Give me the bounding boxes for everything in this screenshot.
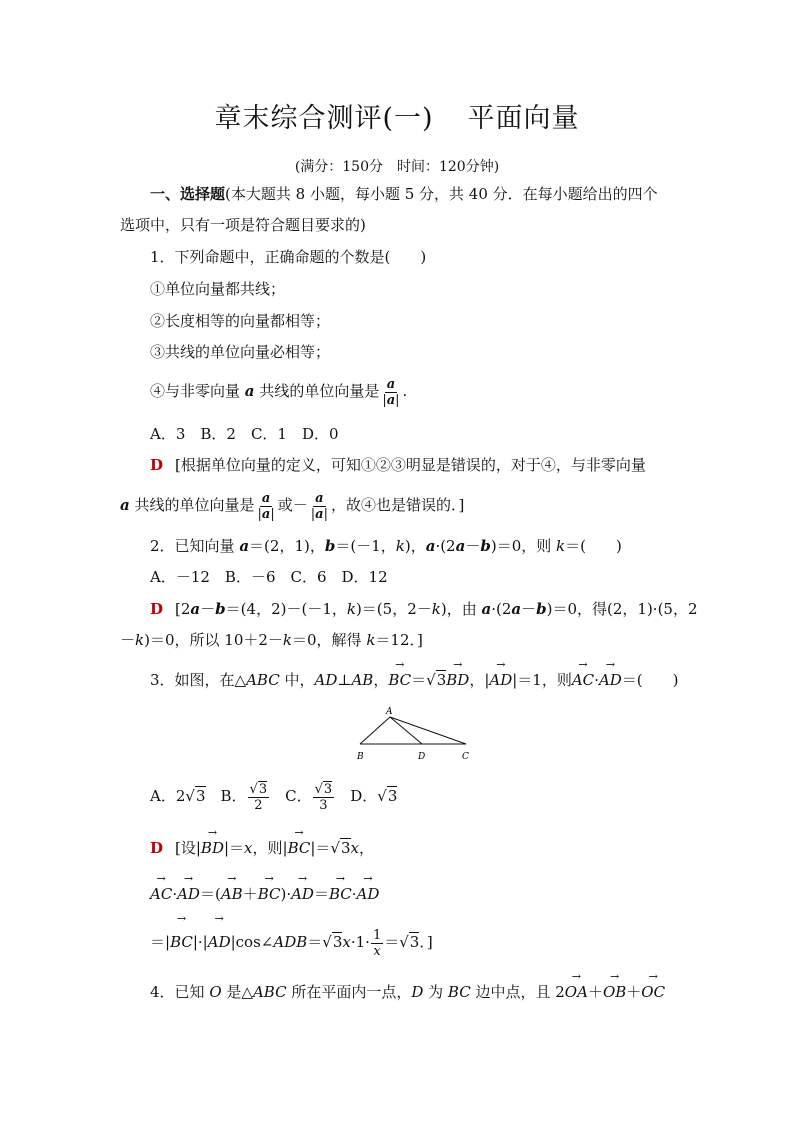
triangle-figure <box>352 705 478 763</box>
q3-explanation-3: ＝|→ BC|·|→ AD|cos∠ADB＝√3x·1· $\frac{1}{x}$ ＝√3．] <box>150 924 433 960</box>
q1-explanation-1 <box>150 455 646 475</box>
section-heading-line <box>150 184 658 204</box>
segment-AC <box>390 717 466 744</box>
q3-answer: D <box>150 839 164 857</box>
q2-explanation-2: －k)＝0，所以 10＋2－k＝0，解得 k＝12．] <box>120 631 423 649</box>
q3-explanation-2: → AC·→ AD＝(→ AB＋→ BC)·→ AD＝→ BC·→ AD <box>150 884 379 904</box>
q1-p4-mid: 共线的单位向量是 <box>259 382 380 400</box>
label-A: A <box>386 707 393 717</box>
q1-stem: 1．下列命题中，正确命题的个数是( ) <box>150 248 427 266</box>
q1-exp-2b: 共线的单位向量是 <box>134 496 255 514</box>
segment-AB <box>360 717 390 744</box>
unit-vector-fraction: $\frac{a}{|a|}$ <box>382 376 400 408</box>
title-right: 平面向量 <box>467 103 580 134</box>
q1-proposition-3: ③共线的单位向量必相等； <box>150 343 331 361</box>
q1-p4-a: a <box>244 382 255 400</box>
q1-answer: D <box>150 456 164 474</box>
q1-exp-2d: ，故④也是错误的．] <box>330 496 465 514</box>
unit-vector-fraction: $\frac{a}{|a|}$ <box>310 490 328 522</box>
title-left: 章末综合测评(一) <box>214 103 434 134</box>
q1-explanation-2 <box>120 490 464 522</box>
section-heading: 一、选择题 <box>150 185 226 203</box>
q2-answer: D <box>150 600 164 618</box>
q1-proposition-4: ④与非零向量 a 共线的单位向量是 $\frac{a}{|a|}$ . <box>150 376 408 408</box>
q1-exp-2a: a <box>120 496 130 514</box>
label-D: D <box>418 752 426 762</box>
q1-exp-1: [根据单位向量的定义，可知①②③明显是错误的，对于④，与非零向量 <box>175 456 646 474</box>
q2-options: A．－12 B．－6 C．6 D．12 <box>150 568 388 586</box>
q1-p4-pre: ④与非零向量 <box>150 382 241 400</box>
q3-options: A．2√3 B． $\frac{√3}{2}$ C． $\frac{√3}{3}$ D．√3 <box>150 781 398 813</box>
q3-opt-a: A．2 <box>150 787 186 805</box>
q1-proposition-1: ①单位向量都共线； <box>150 280 286 298</box>
q3-explanation-1: D [设|→ BD|＝x，则|→ BC|＝√3x， <box>150 838 374 858</box>
q3-opt-c: C． <box>285 787 312 805</box>
label-C: C <box>462 752 469 762</box>
label-B: B <box>357 752 364 762</box>
unit-vector-fraction: $\frac{a}{|a|}$ <box>257 490 275 522</box>
q2-explanation-1: D [2a－b＝(4，2)－(－1，k)＝(5，2－k)，由 a·(2a－b)＝0，得(2，1)·(5，2 <box>150 600 698 618</box>
q3-opt-b: B． <box>220 787 247 805</box>
section-desc-2: 选项中，只有一项是符合题目要求的) <box>120 216 366 234</box>
q1-proposition-2: ②长度相等的向量都相等； <box>150 312 331 330</box>
q4-stem: 4．已知 O 是△ABC 所在平面内一点，D 为 BC 边中点，且 2→ OA＋→ OB＋→ OC <box>150 982 665 1002</box>
q3-stem: 3．如图，在△ABC 中，AD⊥AB，→ BC＝√3→ BD，|→ AD|＝1，则→ AC·→ AD＝( ) <box>150 670 679 690</box>
section-desc-1: (本大题共 8 小题，每小题 5 分，共 40 分．在每小题给出的四个 <box>225 185 658 203</box>
page-subtitle: (满分：150分 时间：120分钟) <box>294 159 500 175</box>
q2-stem: 2．已知向量 a＝(2，1)，b＝(－1，k)，a·(2a－b)＝0，则 k＝( ) <box>150 537 622 555</box>
q1-options: A．3 B．2 C．1 D．0 <box>150 425 339 443</box>
segment-AD <box>390 717 422 744</box>
q3-opt-d: D． <box>350 787 378 805</box>
page-title <box>0 96 794 135</box>
q1-exp-2c: 或－ <box>277 496 308 514</box>
